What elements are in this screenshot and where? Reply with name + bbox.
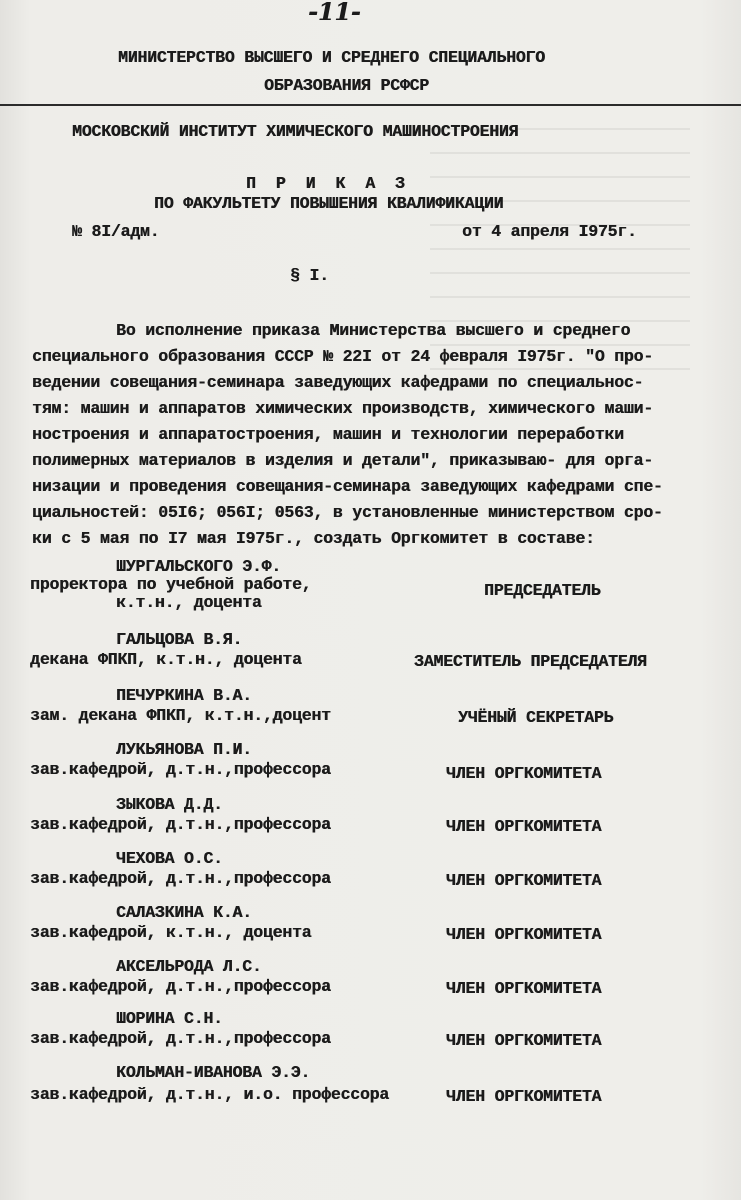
ministry-line-2: ОБРАЗОВАНИЯ РСФСР: [264, 76, 429, 95]
order-title: П Р И К А З: [246, 174, 410, 193]
committee-member-position-cont: к.т.н., доцента: [116, 593, 262, 612]
committee-member-role: ПРЕДСЕДАТЕЛЬ: [484, 581, 601, 600]
order-number: № 8I/адм.: [72, 222, 160, 241]
committee-member-position: зам. декана ФПКП, к.т.н.,доцент: [30, 706, 331, 725]
committee-member-position: зав.кафедрой, к.т.н., доцента: [30, 923, 312, 942]
committee-member-role: ЧЛЕН ОРГКОМИТЕТА: [446, 1031, 602, 1050]
committee-member-name: ЛУКЬЯНОВА П.И.: [116, 740, 252, 759]
ministry-line-1: МИНИСТЕРСТВО ВЫСШЕГО И СРЕДНЕГО СПЕЦИАЛЬНОГО: [118, 48, 545, 67]
committee-member-name: ШУРГАЛЬСКОГО Э.Ф.: [116, 557, 281, 576]
page-number: -11-: [308, 0, 361, 26]
committee-member-role: ЧЛЕН ОРГКОМИТЕТА: [446, 1087, 602, 1106]
body-line-2: специального образования СССР № 22I от 24 февраля I975г. "О про-: [32, 347, 653, 366]
body-line-7: низации и проведения совещания-семинара заведующих кафедрами спе-: [32, 477, 663, 496]
body-line-3: ведении совещания-семинара заведующих кафедрами по специальнос-: [32, 373, 644, 392]
committee-member-position: зав.кафедрой, д.т.н.,профессора: [30, 869, 331, 888]
committee-member-role: ЧЛЕН ОРГКОМИТЕТА: [446, 925, 602, 944]
committee-member-role: ЧЛЕН ОРГКОМИТЕТА: [446, 871, 602, 890]
committee-member-name: ШОРИНА С.Н.: [116, 1009, 223, 1028]
committee-member-role: УЧЁНЫЙ СЕКРЕТАРЬ: [458, 708, 614, 727]
committee-member-name: ПЕЧУРКИНА В.А.: [116, 686, 252, 705]
order-subtitle: ПО ФАКУЛЬТЕТУ ПОВЫШЕНИЯ КВАЛИФИКАЦИИ: [154, 194, 504, 213]
committee-member-position: зав.кафедрой, д.т.н.,профессора: [30, 760, 331, 779]
committee-member-position: зав.кафедрой, д.т.н.,профессора: [30, 815, 331, 834]
committee-member-position: зав.кафедрой, д.т.н., и.о. профессора: [30, 1085, 389, 1104]
body-line-8: циальностей: 05I6; 056I; 0563, в установленные министерством сро-: [32, 503, 663, 522]
body-line-1: Во исполнение приказа Министерства высшего и среднего: [116, 321, 631, 340]
committee-member-position: зав.кафедрой, д.т.н.,профессора: [30, 1029, 331, 1048]
body-line-5: ностроения и аппаратостроения, машин и технологии переработки: [32, 425, 624, 444]
committee-member-position: проректора по учебной работе,: [30, 575, 312, 594]
header-divider: [0, 104, 741, 106]
committee-member-name: ЗЫКОВА Д.Д.: [116, 795, 223, 814]
section-mark: § I.: [290, 266, 329, 285]
committee-member-name: АКСЕЛЬРОДА Л.С.: [116, 957, 262, 976]
committee-member-name: САЛАЗКИНА К.А.: [116, 903, 252, 922]
committee-member-name: ГАЛЬЦОВА В.Я.: [116, 630, 243, 649]
institute-name: МОСКОВСКИЙ ИНСТИТУТ ХИМИЧЕСКОГО МАШИНОСТРОЕНИЯ: [72, 122, 519, 141]
body-line-9: ки с 5 мая по I7 мая I975г., создать Оргкомитет в составе:: [32, 529, 595, 548]
order-date: от 4 апреля I975г.: [462, 222, 637, 241]
body-line-4: тям: машин и аппаратов химических производств, химического маши-: [32, 399, 653, 418]
committee-member-role: ЧЛЕН ОРГКОМИТЕТА: [446, 979, 602, 998]
committee-member-role: ЧЛЕН ОРГКОМИТЕТА: [446, 817, 602, 836]
committee-member-position: декана ФПКП, к.т.н., доцента: [30, 650, 302, 669]
committee-member-position: зав.кафедрой, д.т.н.,профессора: [30, 977, 331, 996]
committee-member-name: КОЛЬМАН-ИВАНОВА Э.Э.: [116, 1063, 311, 1082]
committee-member-role: ЗАМЕСТИТЕЛЬ ПРЕДСЕДАТЕЛЯ: [414, 652, 647, 671]
committee-member-name: ЧЕХОВА О.С.: [116, 849, 223, 868]
body-line-6: полимерных материалов в изделия и детали", приказываю- для орга-: [32, 451, 653, 470]
committee-member-role: ЧЛЕН ОРГКОМИТЕТА: [446, 764, 602, 783]
